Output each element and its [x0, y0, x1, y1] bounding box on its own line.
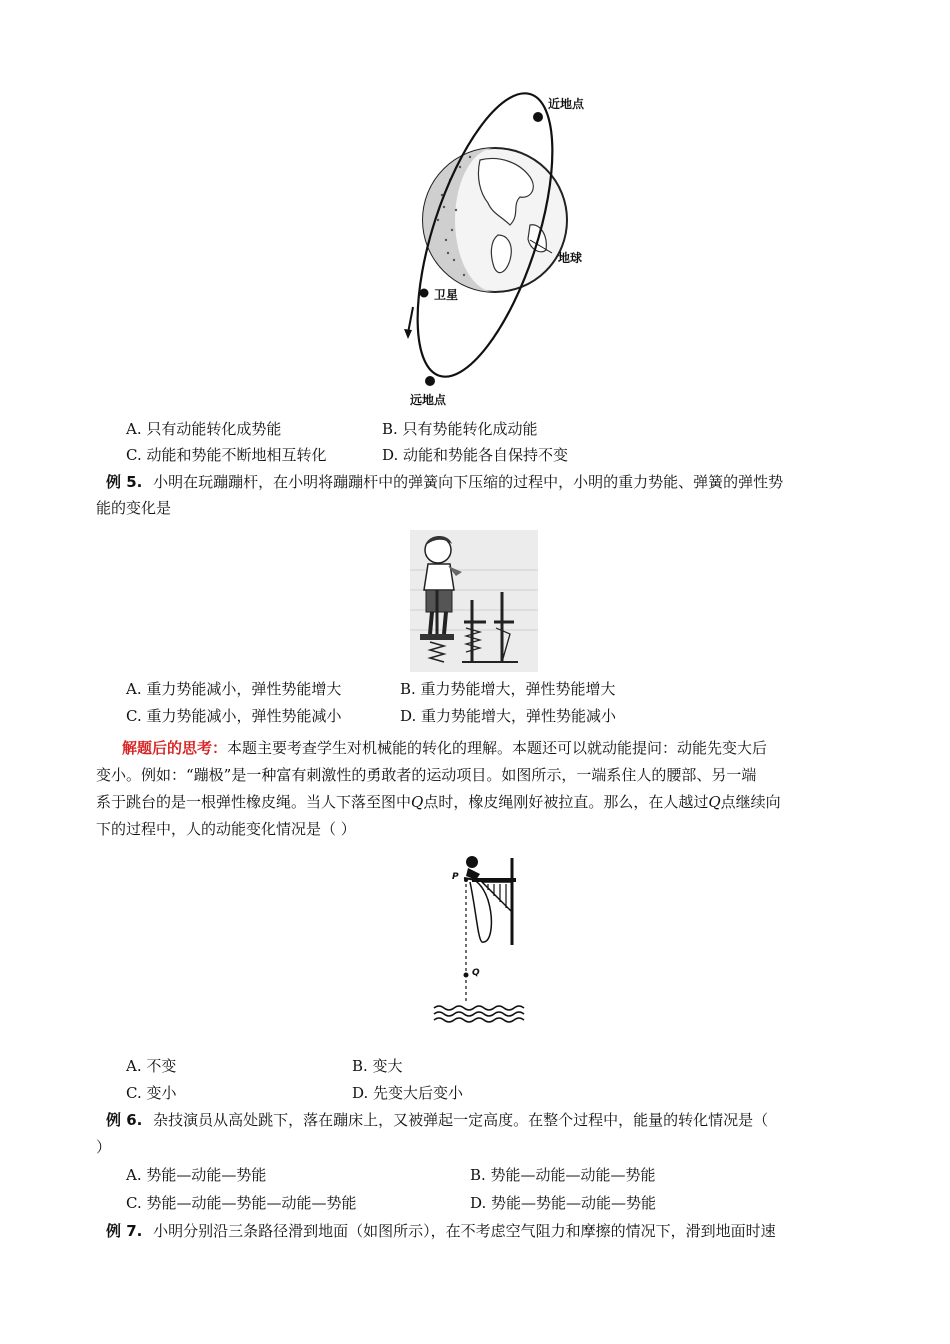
bungee-option-d: D. 先变大后变小	[352, 1084, 464, 1102]
ex6-option-a: A. 势能—动能—势能	[126, 1166, 267, 1184]
ex5-line2: 能的变化是	[96, 499, 172, 517]
ex6-label: 例 6.	[106, 1111, 143, 1129]
pogo-stick-figure	[410, 530, 538, 672]
q4-option-b: B. 只有势能转化成动能	[382, 420, 538, 438]
ex5-option-b: B. 重力势能增大，弹性势能增大	[400, 680, 616, 698]
label-q: Q	[472, 968, 480, 978]
ex5-label: 例 5.	[106, 473, 143, 491]
reflection-line2: 变小。例如：“蹦极”是一种富有刺激性的勇敢者的运动项目。如图所示，一端系住人的腰部、另一端	[96, 766, 757, 784]
ex6-option-d: D. 势能—势能—动能—势能	[470, 1194, 657, 1212]
earth-orbit-figure	[380, 85, 600, 415]
ex6-option-b: B. 势能—动能—动能—势能	[470, 1166, 656, 1184]
reflection-q-symbol-2: Q	[708, 793, 721, 811]
reflection-line4: 下的过程中，人的动能变化情况是（ ）	[96, 820, 356, 838]
bungee-option-b: B. 变大	[352, 1057, 403, 1075]
label-perigee: 近地点	[548, 97, 585, 111]
ex6-line2: ）	[96, 1138, 112, 1156]
ex7-line1	[106, 1220, 776, 1242]
ex7-label: 例 7.	[106, 1222, 143, 1240]
label-apogee: 远地点	[410, 393, 447, 407]
ex6-text-line1: 杂技演员从高处跳下，落在蹦床上，又被弹起一定高度。在整个过程中，能量的转化情况是（	[153, 1111, 769, 1129]
ex5-option-d: D. 重力势能增大，弹性势能减小	[400, 707, 617, 725]
reflection-text-line3a: 系于跳台的是一根弹性橡皮绳。当人下落至图中	[96, 793, 412, 811]
ex7-text-line1: 小明分别沿三条路径滑到地面（如图所示），在不考虑空气阻力和摩擦的情况下，滑到地面时速	[153, 1222, 776, 1240]
bungee-figure	[430, 850, 530, 1030]
ex5-option-c: C. 重力势能减小，弹性势能减小	[126, 707, 342, 725]
ex5-text-line1: 小明在玩蹦蹦杆，在小明将蹦蹦杆中的弹簧向下压缩的过程中，小明的重力势能、弹簧的弹性势	[153, 473, 784, 491]
label-satellite: 卫星	[434, 288, 459, 302]
q4-option-c: C. 动能和势能不断地相互转化	[126, 446, 327, 464]
reflection-text-line3b: 点时，橡皮绳刚好被拉直。那么，在人越过	[423, 793, 709, 811]
ex6-option-c: C. 势能—动能—势能—动能—势能	[126, 1194, 357, 1212]
ex6-line1	[106, 1109, 768, 1131]
reflection-text-line1: 本题主要考查学生对机械能的转化的理解。本题还可以就动能提问：动能先变大后	[227, 739, 768, 757]
q4-option-d: D. 动能和势能各自保持不变	[382, 446, 569, 464]
label-earth: 地球	[558, 251, 583, 265]
reflection-text-line3c: 点继续向	[720, 793, 781, 811]
ex5-line1	[106, 471, 783, 493]
q4-option-a: A. 只有动能转化成势能	[126, 420, 282, 438]
bungee-illustration	[430, 850, 530, 1030]
reflection-line3	[96, 791, 781, 813]
bungee-option-a: A. 不变	[126, 1057, 177, 1075]
bungee-option-c: C. 变小	[126, 1084, 177, 1102]
ex5-option-a: A. 重力势能减小，弹性势能增大	[126, 680, 342, 698]
reflection-q-symbol-1: Q	[411, 793, 424, 811]
reflection-label: 解题后的思考：	[122, 739, 228, 757]
label-p: P	[452, 872, 459, 882]
reflection-line1	[122, 737, 767, 759]
pogo-stick-illustration	[410, 530, 538, 672]
